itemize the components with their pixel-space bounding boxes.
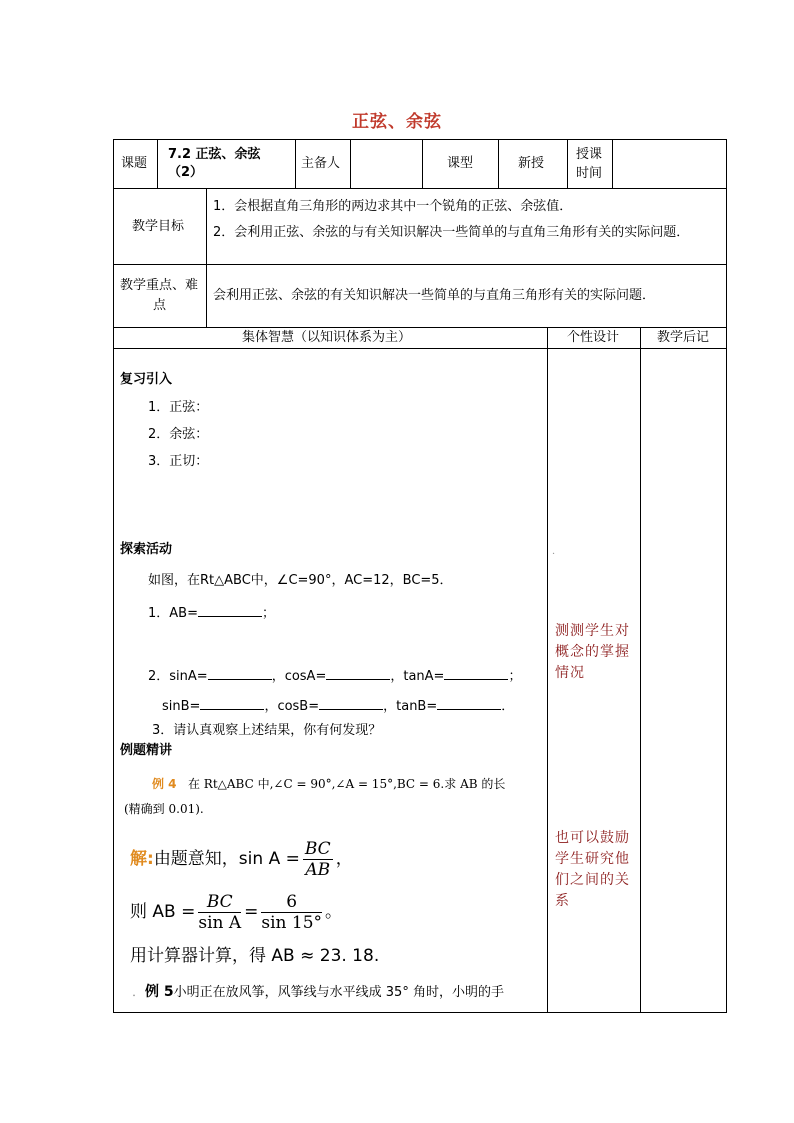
fraction-numerator: BC <box>304 838 331 859</box>
solution-text-2: 则 AB = <box>130 902 196 922</box>
solution-text-1: 由题意知，sin A = <box>153 849 300 869</box>
solution-line-1-end: ， <box>335 849 353 869</box>
document-title: 正弦、余弦 <box>352 112 442 132</box>
explore-heading: 探索活动 <box>120 542 173 557</box>
fraction-denominator: sin 15° <box>261 912 323 933</box>
explore-question-1 <box>148 604 275 623</box>
col-divider <box>567 140 568 188</box>
example-4-label: 例 4 <box>152 777 177 791</box>
lesson-value-line1: 7.2 正弦、余弦 <box>168 147 261 162</box>
type-value: 新授 <box>518 156 545 171</box>
example-5-label: 例 5 <box>145 984 174 1000</box>
q1-prefix: 1．AB= <box>148 606 198 621</box>
explore-question-3: 3．请认真观察上述结果，你有何发现？ <box>152 723 382 738</box>
examples-heading: 例题精讲 <box>120 743 173 758</box>
example-4-text: 在 Rt△ABC 中,∠C = 90°,∠A = 15°,BC = 6.求 AB 的长 <box>187 777 506 791</box>
lesson-label: 课题 <box>121 156 148 171</box>
sinB-label: sinB= <box>162 699 201 714</box>
side-note-2: 也可以鼓励学生研究他们之间的关系 <box>555 830 630 909</box>
review-item-1: 1．正弦： <box>148 400 209 415</box>
answer-blank[interactable] <box>437 697 501 710</box>
fraction-bc-sinA <box>198 892 241 933</box>
preparer-label: 主备人 <box>301 156 341 171</box>
fraction-numerator: BC <box>198 892 241 913</box>
column-header-notes: 教学后记 <box>657 330 710 345</box>
cosB-label: ，cosB= <box>264 699 320 714</box>
column-header-design: 个性设计 <box>567 330 620 345</box>
keypoints-label-line1: 教学重点、难 <box>120 278 199 293</box>
side-note-1: 测测学生对概念的掌握情况 <box>555 623 630 681</box>
col-divider <box>206 188 207 327</box>
col-divider <box>422 140 423 188</box>
cosA-label: ，cosA= <box>271 669 327 684</box>
lesson-value-line2: （2） <box>168 165 204 180</box>
solution-line-2-end: 。 <box>325 902 343 922</box>
answer-blank[interactable] <box>319 697 383 710</box>
review-heading: 复习引入 <box>120 372 173 387</box>
time-label-line1: 授课 <box>576 147 603 162</box>
tanB-label: ，tanB= <box>383 699 438 714</box>
explore-intro: 如图，在Rt△ABC中，∠C=90°，AC=12，BC=5． <box>148 573 453 588</box>
col-divider <box>295 140 296 188</box>
tanA-label: ，tanA= <box>390 669 445 684</box>
goals-label: 教学目标 <box>132 219 185 234</box>
col-divider <box>498 140 499 188</box>
col-divider <box>640 327 641 1013</box>
fraction-denominator: sin A <box>198 912 242 933</box>
example-5-dot: ． <box>132 985 146 1000</box>
row-divider <box>114 348 726 349</box>
explore-question-2a <box>148 667 521 686</box>
goals-item-1: 1．会根据直角三角形的两边求其中一个锐角的正弦、余弦值． <box>213 199 573 214</box>
solution-label: 解: <box>130 849 154 869</box>
q2-end: ； <box>508 669 522 684</box>
col-divider <box>612 140 613 188</box>
q2-end2: ． <box>501 699 515 714</box>
review-item-2: 2．余弦： <box>148 427 209 442</box>
fraction-numerator: 6 <box>261 892 322 913</box>
col-divider <box>350 140 351 188</box>
col-divider <box>547 327 548 1013</box>
keypoints-label-line2: 点 <box>153 298 167 313</box>
column-header-main: 集体智慧（以知识体系为主） <box>242 330 412 345</box>
solution-line-2 <box>130 890 342 934</box>
lesson-plan-table <box>113 139 727 1013</box>
example-4 <box>152 775 505 793</box>
example-5 <box>132 983 504 1002</box>
col-divider <box>157 140 158 188</box>
type-label: 课型 <box>447 156 474 171</box>
answer-blank[interactable] <box>444 667 508 680</box>
example-4-text-2: (精确到 0.01). <box>124 802 204 816</box>
q1-suffix: ； <box>261 606 275 621</box>
solution-line-3: 用计算器计算，得 AB ≈ 23. 18. <box>130 946 380 966</box>
side-note-dot: ． <box>552 546 562 557</box>
fraction-bc-ab <box>303 839 333 880</box>
row-divider <box>114 327 726 328</box>
equals-sign: = <box>244 902 259 922</box>
answer-blank[interactable] <box>198 604 262 617</box>
solution-line-1 <box>130 837 353 881</box>
goals-item-2: 2．会利用正弦、余弦的与有关知识解决一些简单的与直角三角形有关的实际问题． <box>213 225 690 240</box>
keypoints-content: 会利用正弦、余弦的有关知识解决一些简单的与直角三角形有关的实际问题． <box>213 288 656 303</box>
explore-question-2b <box>162 697 514 716</box>
sinA-label: 2．sinA= <box>148 669 208 684</box>
answer-blank[interactable] <box>208 667 272 680</box>
example-5-text: 小明正在放风筝，风筝线与水平线成 35° 角时，小明的手 <box>173 985 504 1000</box>
fraction-denominator: AB <box>305 859 331 880</box>
time-label-line2: 时间 <box>576 166 603 181</box>
answer-blank[interactable] <box>200 697 264 710</box>
fraction-6-sin15 <box>261 892 322 933</box>
review-item-3: 3．正切： <box>148 454 209 469</box>
answer-blank[interactable] <box>326 667 390 680</box>
